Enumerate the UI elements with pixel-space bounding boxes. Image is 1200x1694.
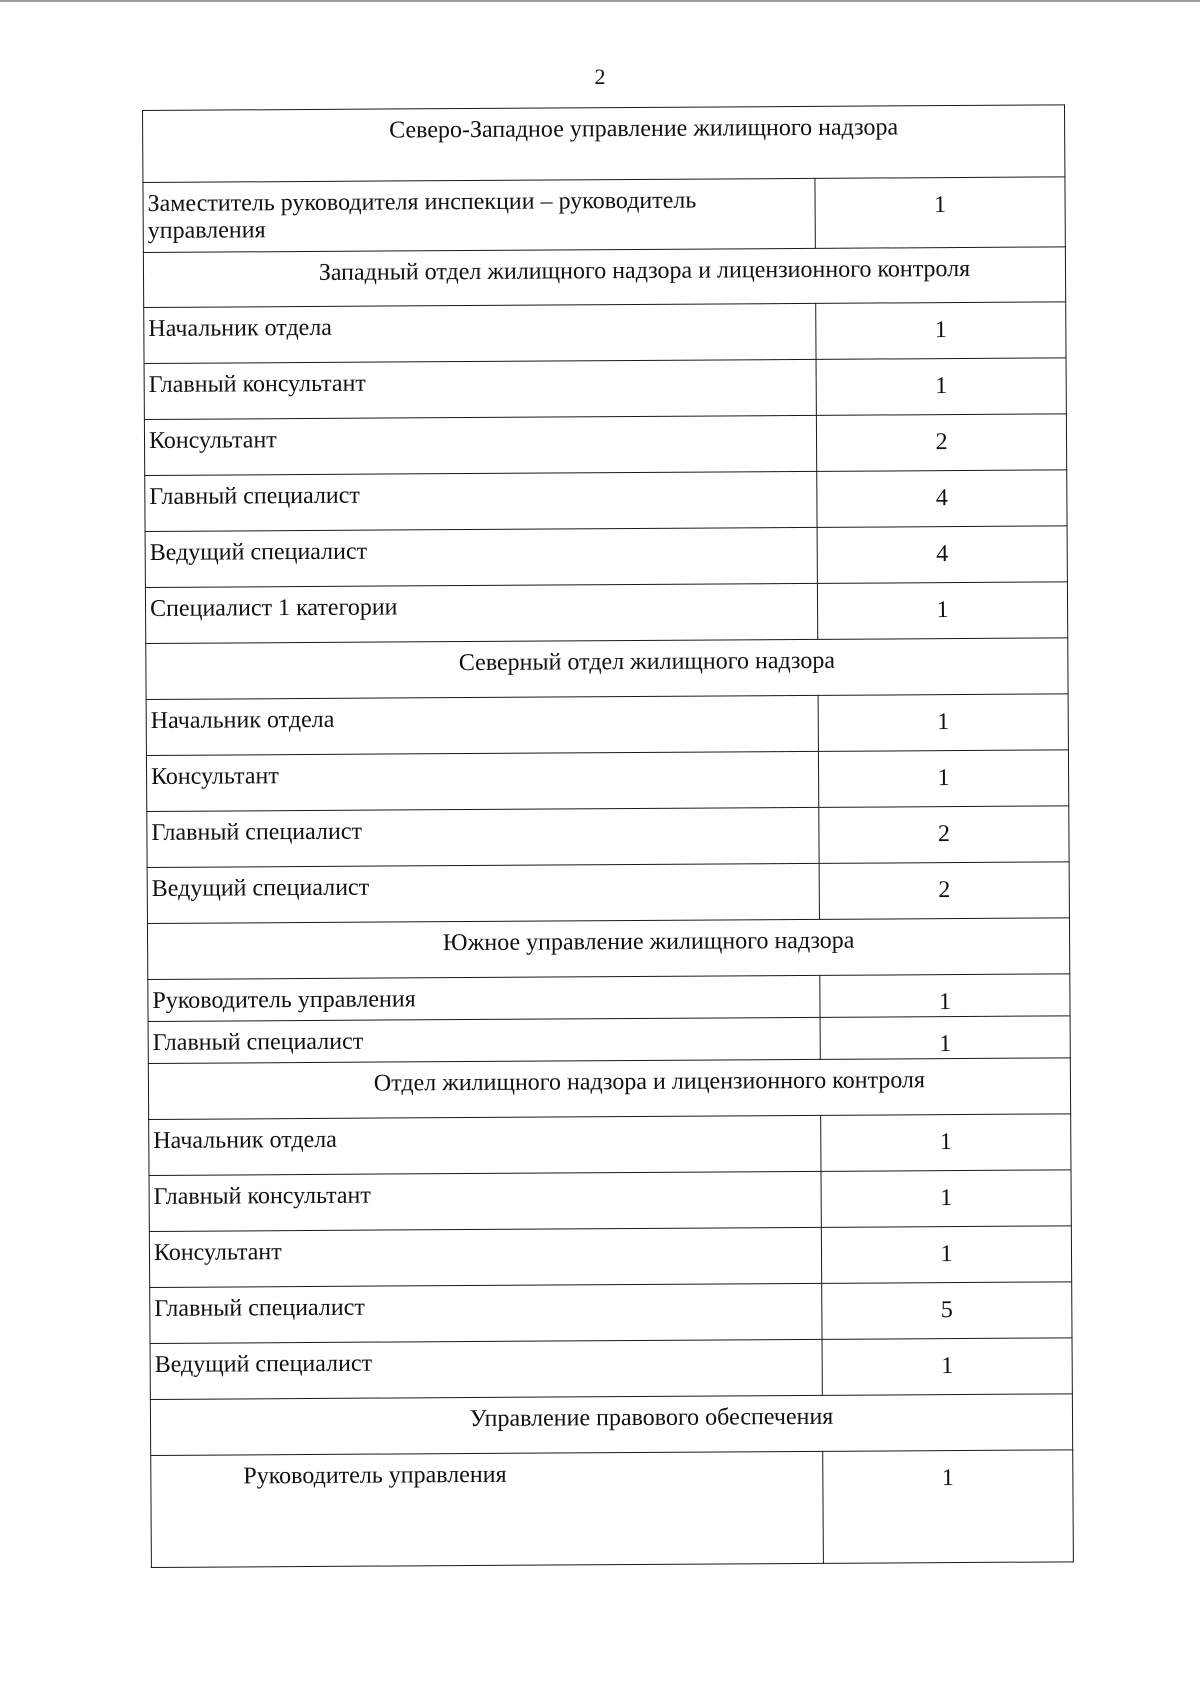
position-count: 2: [819, 862, 1069, 920]
position-title: Руководитель управления: [148, 975, 820, 1021]
position-row: [151, 1450, 1074, 1568]
position-count: 1: [816, 302, 1066, 360]
section-title: Управление правового обеспечения: [150, 1394, 1072, 1456]
position-row: [145, 582, 1067, 644]
staffing-table: [142, 104, 1074, 1568]
section-title: Отдел жилищного надзора и лицензионного контроля: [148, 1058, 1070, 1120]
scan-top-edge: [0, 0, 1200, 2]
section-header-row: [150, 1394, 1072, 1456]
position-count: 1: [818, 694, 1068, 752]
position-row: [147, 862, 1069, 924]
section-title: Южное управление жилищного надзора: [147, 918, 1069, 980]
position-title: Главный специалист: [147, 807, 819, 867]
position-count: 1: [822, 1338, 1072, 1396]
position-row: [143, 177, 1065, 253]
position-row: [149, 1226, 1071, 1288]
position-count: 1: [821, 1114, 1071, 1172]
position-title: Ведущий специалист: [150, 1339, 822, 1399]
section-header-row: [148, 1058, 1070, 1120]
position-count: 2: [816, 414, 1066, 472]
position-title: Главный специалист: [148, 1017, 820, 1063]
position-count: 1: [817, 582, 1067, 640]
position-row: [150, 1282, 1072, 1344]
position-count: 2: [819, 806, 1069, 864]
position-row: [146, 750, 1068, 812]
position-title: Главный специалист: [145, 471, 817, 531]
position-title: Главный специалист: [150, 1283, 822, 1343]
position-count: 1: [815, 177, 1065, 249]
position-count: 5: [822, 1282, 1072, 1340]
position-row: [149, 1114, 1071, 1176]
position-title: Начальник отдела: [146, 695, 818, 755]
position-title: Главный консультант: [144, 359, 816, 419]
position-row: [144, 358, 1066, 420]
position-count: 1: [820, 974, 1070, 1018]
section-header-row: [146, 638, 1068, 700]
position-count: 1: [816, 358, 1066, 416]
position-title: Консультант: [149, 1227, 821, 1287]
position-count: 4: [817, 526, 1067, 584]
position-count: 1: [818, 750, 1068, 808]
position-count: 1: [821, 1226, 1071, 1284]
section-header-row: [143, 247, 1065, 308]
section-title: Северный отдел жилищного надзора: [146, 638, 1068, 700]
position-row: [147, 806, 1069, 868]
position-row: [145, 526, 1067, 588]
position-count: 4: [817, 470, 1067, 528]
position-title: Главный консультант: [149, 1171, 821, 1231]
position-title: Консультант: [144, 415, 816, 475]
position-count: 1: [821, 1170, 1071, 1228]
position-title: Начальник отдела: [149, 1115, 821, 1175]
position-row: [148, 1016, 1070, 1064]
position-row: [144, 414, 1066, 476]
position-row: [148, 974, 1070, 1022]
position-row: [150, 1338, 1072, 1400]
position-row: [144, 302, 1066, 364]
section-header-row: [143, 105, 1065, 183]
position-title: Руководитель управления: [151, 1451, 824, 1567]
position-title: Ведущий специалист: [145, 527, 817, 587]
position-row: [146, 694, 1068, 756]
position-count: 1: [820, 1016, 1070, 1060]
position-row: [149, 1170, 1071, 1232]
position-title: Специалист 1 категории: [145, 583, 817, 643]
section-title: Западный отдел жилищного надзора и лицензионного контроля: [143, 247, 1065, 308]
position-count: 1: [823, 1450, 1074, 1564]
section-title: Северо-Западное управление жилищного надзора: [143, 105, 1065, 183]
position-title: Заместитель руководителя инспекции – руководитель управления: [143, 178, 815, 252]
position-title: Консультант: [146, 751, 818, 811]
section-header-row: [147, 918, 1069, 980]
staffing-table-body: [143, 105, 1074, 1568]
position-row: [145, 470, 1067, 532]
position-title: Начальник отдела: [144, 303, 816, 363]
position-title: Ведущий специалист: [147, 863, 819, 923]
page-number: 2: [594, 64, 606, 89]
